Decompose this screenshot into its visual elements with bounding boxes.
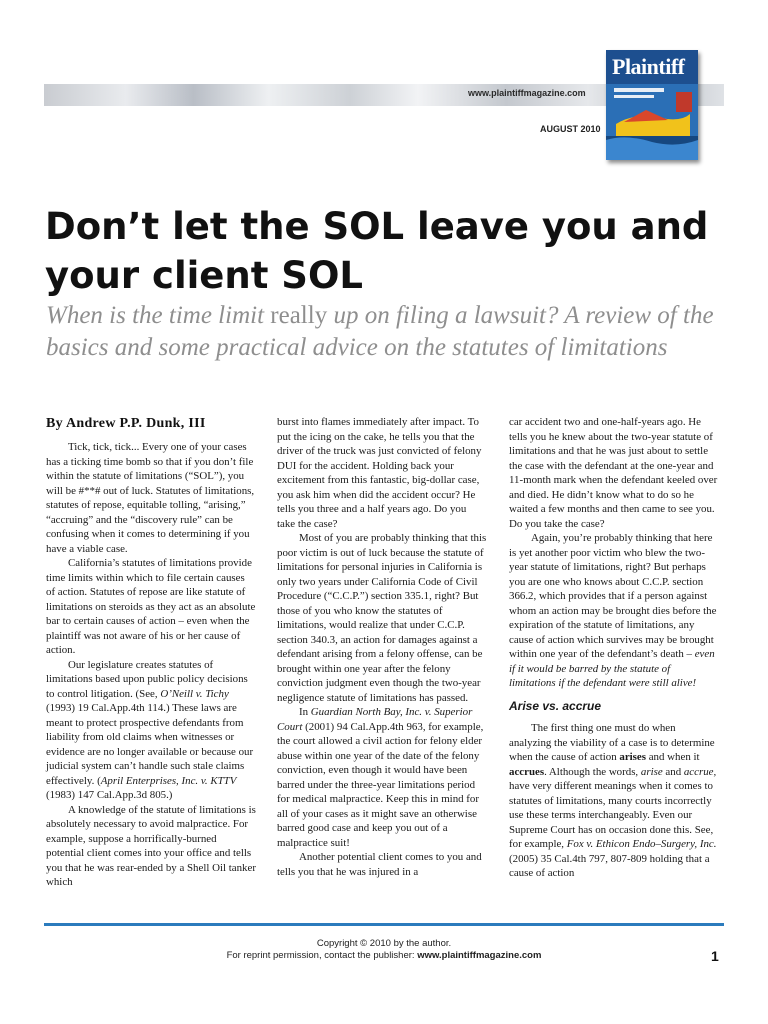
case-citation: Fox v. Ethicon Endo–Surgery, Inc. — [566, 838, 717, 850]
paragraph: Another potential client comes to you and tells you that he was injured in a — [277, 851, 482, 878]
case-citation: April Enterprises, Inc. v. KTTV — [100, 774, 237, 787]
cover-artwork-icon — [606, 84, 698, 160]
text-run: . Although the words, — [544, 765, 641, 778]
term-arise: arise — [640, 765, 663, 778]
body-column-2 — [277, 415, 487, 879]
paragraph: Tick, tick, tick... Every one of your cases has a ticking time bomb so that if you don’t file within the statute of limitations (“SOL”), you will be #**# out of luck. Statutes of limitations, statutes of repose, equitable tolling, “arising,” “accruing” and the “discovery rule” can be confusing when it comes to determining if you have a viable case. — [46, 441, 255, 555]
cover-title: Plaintiff — [612, 54, 685, 79]
text-run: In — [299, 706, 311, 718]
text-run: Again, you’re probably thinking that here is yet another poor victim who blew the two-year statute of limitations, right? But perhaps you are one who knows about C.C.P. section 366.2, which provides that if a person against whom an action may be brought dies before the expiration of the statute of limitations, any cause of action which survives may be brought within one year of the defendant’s death – — [509, 532, 717, 660]
text-run: have very different meanings when it comes to statutes of limitations, many courts incorrectly use these terms interchangeably. Even our Supreme Court has on occasion done this. See, for example, — [509, 780, 714, 850]
paragraph — [509, 531, 719, 691]
paragraph — [509, 721, 719, 881]
section-subhead: Arise vs. accrue — [509, 698, 602, 713]
reprint-prefix: For reprint permission, contact the publisher: — [226, 950, 418, 961]
term-accrues: accrues — [509, 765, 545, 778]
paragraph: California’s statutes of limitations provide time limits within which to file certain causes of action. Statutes of repose are like statute of limitations on steroids as they act as an absolute bar to certain causes of action – even when the plaintiff was not aware of his or her cause of action. — [46, 557, 256, 656]
paragraph: A knowledge of the statute of limitations is absolutely necessary to avoid malpractice. For example, suppose a horrifically-burned potential client comes into your office and tells you that he was rear-ended by a Shell Oil tanker which — [46, 803, 256, 888]
text-run: and when it — [646, 751, 700, 763]
paragraph — [46, 658, 256, 803]
body-column-1 — [46, 440, 256, 890]
author-byline: By Andrew P.P. Dunk, III — [46, 416, 206, 431]
term-accrue: accrue, — [683, 765, 717, 778]
text-run: and — [662, 765, 684, 778]
deck-part-2: up on filing a lawsuit? A review of the basics and some practical advice on the statutes of limitations — [46, 302, 714, 361]
deck-part-1: When is the time limit — [46, 302, 271, 329]
paragraph: car accident two and one-half-years ago. He tells you he knew about the two-year statute of limitations and that he was just about to settle the case with the defendant at the one-year and 11-month mark when the defendant keeled over and died. He didn’t know what to do so he waited a few months and then came to see you. Do you take the case? — [509, 416, 718, 530]
case-citation: O’Neill v. Tichy — [160, 687, 229, 700]
text-run: Our legislature creates statutes of limitations based upon public policy decisions to control litigation. (See, — [46, 658, 248, 700]
copyright-notice: Copyright © 2010 by the author. — [316, 938, 452, 949]
paragraph — [277, 705, 487, 850]
article-deck — [46, 300, 726, 364]
paragraph: Most of you are probably thinking that this poor victim is out of luck because the statute of limitations for personal injuries in California is only two years under California Code of Civil Procedure (“C.C.P.”) section 335.1, right? But those of you who know the statutes of limitations, would realize that under C.C.P. section 340.3, an action for damages against a defendant arising from a felony offense, can be brought within one year after the felony conviction judgment even though the two-year negligence statute of limitations has passed. — [277, 532, 487, 704]
case-citation: Guardian North Bay, Inc. v. Superior Court — [277, 706, 473, 733]
magazine-cover-image — [606, 50, 698, 160]
deck-emphasis-really: really — [270, 302, 328, 329]
paragraph: burst into flames immediately after impact. To put the icing on the cake, he tells you that the driver of the truck was just convicted of felony DUI for the accident. Holding back your excitement from this fantastic, big-dollar case, you ask him when did the accident occur? He tells you three and a half years ago. Do you take the case? — [277, 416, 482, 530]
body-column-3 — [509, 415, 719, 881]
text-run: (2001) 94 Cal.App.4th 963, for example, the court allowed a civil action for felony elder abuse within one year of the date of the felony conviction, even though it would have been barred under the three-year limitations period for medical malpractice. Keep this in mind for all of your cases as it might save an otherwise barred good case and keep you out of a malpractice suit! — [277, 720, 484, 849]
article-title: Don’t let the SOL leave you and your client SOL — [45, 205, 709, 297]
text-run: The first thing one must do when analyzing the viability of a case is to determine when the cause of action — [509, 722, 715, 763]
text-run: (1983) 147 Cal.App.3d 805.) — [46, 789, 173, 801]
magazine-url: www.plaintiffmagazine.com — [468, 88, 586, 98]
page-footer — [44, 938, 724, 962]
issue-date: AUGUST 2010 — [540, 124, 601, 134]
footer-rule — [44, 923, 724, 926]
reprint-notice — [44, 950, 724, 962]
emphasis-text: even if it would be barred by the statute of limitations if the defendant were still alive! — [509, 648, 715, 689]
reprint-url-link[interactable]: www.plaintiffmagazine.com — [417, 950, 542, 961]
page-number: 1 — [711, 948, 719, 964]
term-arises: arises — [619, 751, 646, 763]
text-run: (1993) 19 Cal.App.4th 114.) These laws are meant to protect prospective defendants from liability from old claims when witnesses or evidence are no longer available or because our judicial system can’t handle such stale claims effectively. ( — [46, 702, 254, 787]
text-run: (2005) 35 Cal.4th 797, 807-809 holding that a cause of action — [509, 852, 710, 879]
